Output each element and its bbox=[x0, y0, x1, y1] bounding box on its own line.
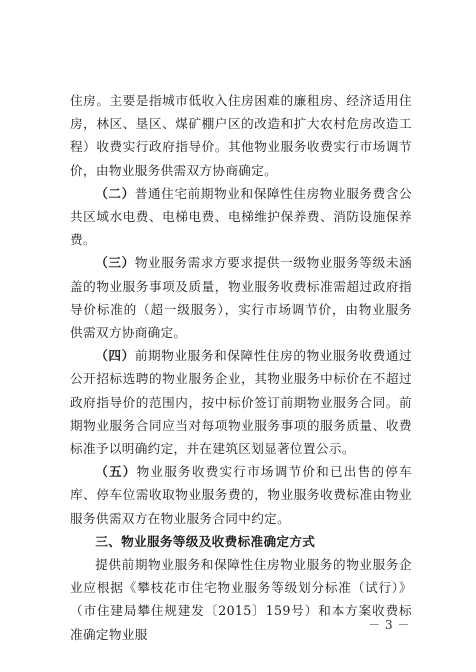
item-4-paragraph bbox=[70, 344, 412, 460]
item-4-number: （四） bbox=[95, 348, 135, 364]
continued-paragraph-text: 住房。主要是指城市低收入住房困难的廉租房、经济适用住房，林区、垦区、煤矿棚户区的改造和扩大农村危房改造工程）收费实行政府指导价。其他物业服务收费实行市场调节价，由物业服务供需双方协商确定。 bbox=[70, 93, 412, 178]
final-paragraph-text: 提供前期物业服务和保障性住房物业服务的物业服务企业应根据《攀枝花市住宅物业服务等级划分标准（试行）》（市住建局攀住规建发〔2015〕159号）和本方案收费标准确定物业服 bbox=[70, 557, 412, 642]
item-5-text: 物业服务收费实行市场调节价和已出售的停车库、停车位需收取物业服务费的，物业服务收费标准由物业服务供需双方在物业服务合同中约定。 bbox=[70, 464, 412, 526]
item-3-paragraph bbox=[70, 251, 412, 344]
final-paragraph bbox=[70, 553, 412, 646]
item-5-number: （五） bbox=[95, 464, 137, 480]
section-heading: 三、物业服务等级及收费标准确定方式 bbox=[95, 533, 316, 549]
item-5-paragraph bbox=[70, 460, 412, 530]
item-2-text: 普通住宅前期物业和保障性住房物业服务费含公共区域水电费、电梯电费、电梯维护保养费、消防设施保养费。 bbox=[70, 185, 412, 248]
item-2-paragraph bbox=[70, 182, 412, 252]
page-number: － 3 － bbox=[368, 618, 410, 632]
item-4-text: 前期物业服务和保障性住房的物业服务收费通过公开招标选聘的物业服务企业，其物业服务中标价在不超过政府指导价的范围内，按中标价签订前期物业服务合同。前期物业服务合同应当对每项物业服务事项的服务质量、收费标准予以明确约定，并在建筑区划显著位置公示。 bbox=[70, 348, 412, 457]
item-3-number: （三） bbox=[95, 255, 135, 271]
document-body bbox=[70, 89, 412, 646]
item-2-number: （二） bbox=[95, 185, 135, 201]
item-3-text: 物业服务需求方要求提供一级物业服务等级未涵盖的物业服务事项及质量，物业服务收费标准需超过政府指导价标准的（超一级服务），实行市场调节价，由物业服务供需双方协商确定。 bbox=[70, 255, 412, 341]
continued-paragraph bbox=[70, 89, 412, 182]
